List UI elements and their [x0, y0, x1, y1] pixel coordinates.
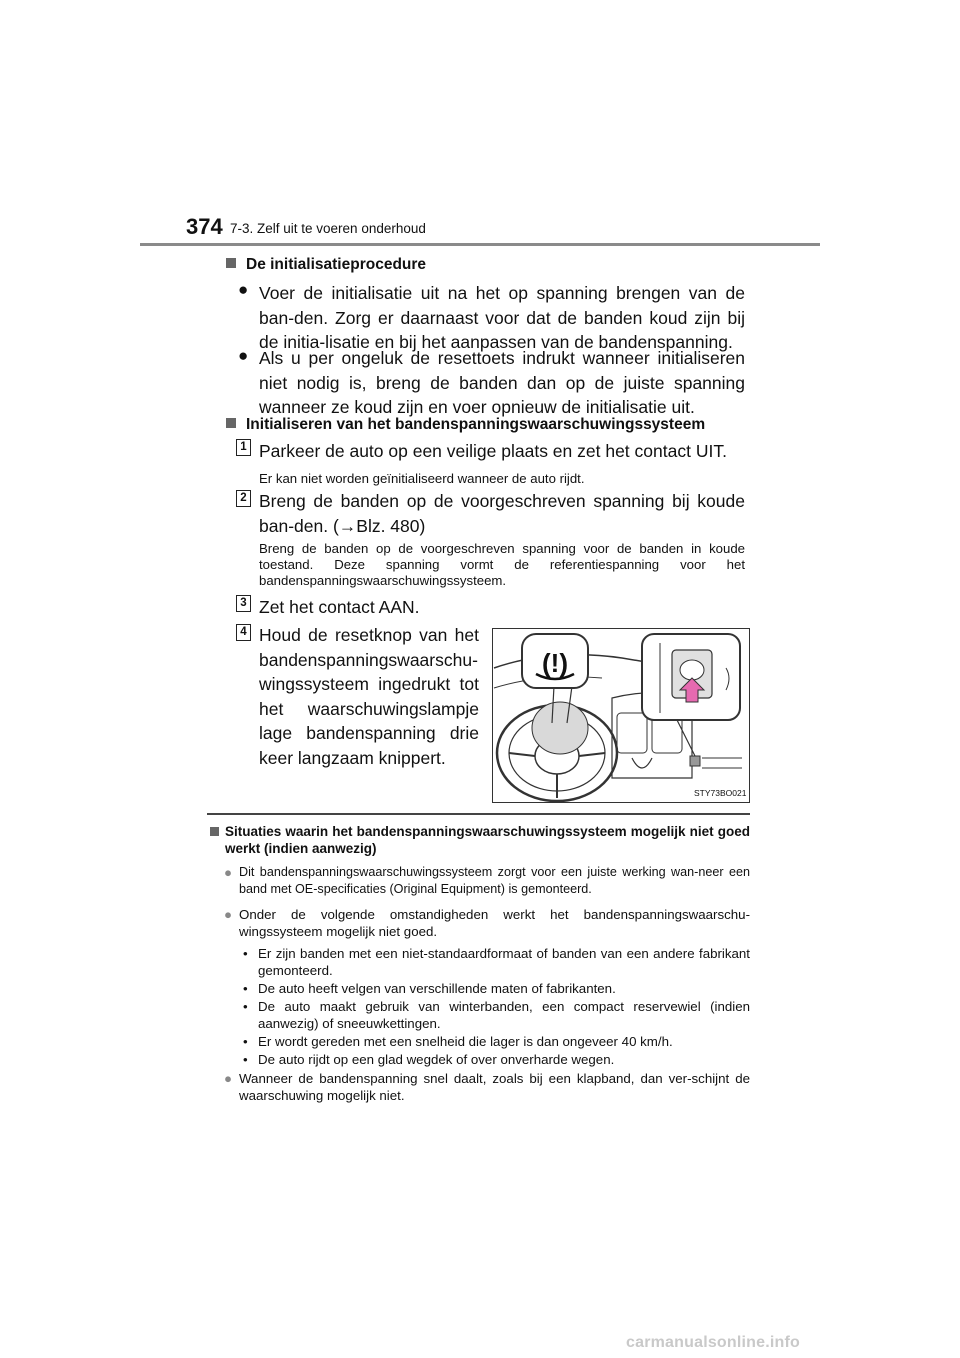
header-rule [140, 243, 820, 246]
tire-pressure-warning-icon: (!) [542, 648, 568, 678]
dashboard-figure [492, 628, 750, 803]
step-number-3: 3 [236, 595, 251, 612]
section-marker-icon [226, 418, 236, 428]
note-paragraph: Onder de volgende omstandigheden werkt het bandenspanningswaarschu-wingssysteem mogelijk niet goed. [239, 907, 750, 939]
notes-title: Situaties waarin het bandenspanningswaarschuwingssysteem mogelijk niet goed werkt (indien aanwezig) [225, 824, 750, 856]
step-text: Breng de banden op de voorgeschreven spanning bij koude ban-den. (→Blz. 480) [259, 491, 745, 536]
sub-bullet-text: De auto rijdt op een glad wegdek of over onverharde wegen. [258, 1052, 615, 1067]
note-paragraph: Wanneer de bandenspanning snel daalt, zoals bij een klapband, dan ver-schijnt de waarschuwing mogelijk niet. [239, 1071, 750, 1103]
sub-bullet-text: Er wordt gereden met een snelheid die lager is dan ongeveer 40 km/h. [258, 1034, 673, 1049]
bullet-icon: ● [238, 280, 249, 299]
paragraph: Voer de initialisatie uit na het op spanning brengen van de ban-den. Zorg er daarnaast voor dat de banden koud zijn bij de initia-lisatie en bij het aanpassen van de bandenspanning. [259, 283, 745, 352]
chapter-title: 7-3. Zelf uit te voeren onderhoud [230, 221, 426, 236]
sub-bullet-text: De auto maakt gebruik van winterbanden, een compact reservewiel (indien aanwezig) of sneeuwkettingen. [258, 999, 750, 1031]
notes-heading [210, 823, 750, 857]
sub-bullet-text: De auto heeft velgen van verschillende maten of fabrikanten. [258, 981, 616, 996]
sub-bullet-text: Er zijn banden met een niet-standaardformaat of banden van een andere fabrikant gemonteerd. [258, 946, 750, 978]
section-heading-initialisation-procedure [226, 256, 426, 274]
step-number-4: 4 [236, 624, 251, 641]
step-text: Zet het contact AAN. [259, 597, 420, 617]
step-text: Houd de resetknop van het bandenspanningswaarschu-wingssysteem ingedrukt tot het waarschuwingslampje lage bandenspanning drie keer langzaam knippert. [259, 625, 479, 768]
section-title: De initialisatieprocedure [246, 256, 427, 273]
sub-bullet-icon: • [243, 981, 248, 996]
section-divider [207, 813, 750, 815]
step-note: Er kan niet worden geïnitialiseerd wanneer de auto rijdt. [259, 471, 585, 486]
bullet-icon: ● [238, 346, 249, 365]
step-number-2: 2 [236, 490, 251, 507]
step-text: Parkeer de auto op een veilige plaats en zet het contact UIT. [259, 441, 727, 461]
section-title: Initialiseren van het bandenspanningswaarschuwingssysteem [246, 416, 706, 433]
section-marker-icon [210, 827, 219, 836]
bullet-icon: ● [224, 907, 233, 922]
dashboard-illustration [492, 628, 750, 803]
note-paragraph: Dit bandenspanningswaarschuwingssysteem zorgt voor een juiste werking wan-neer een band met OE-specificaties (Original Equipment) is gemonteerd. [239, 865, 750, 896]
bullet-icon: ● [224, 865, 233, 880]
sub-bullet-icon: • [243, 1052, 248, 1067]
section-marker-icon [226, 258, 236, 268]
step-number-1: 1 [236, 439, 251, 456]
bullet-icon: ● [224, 1071, 233, 1086]
sub-bullet-icon: • [243, 1034, 248, 1049]
section-heading-initialise-system [226, 416, 705, 434]
figure-code: STY73BO021 [694, 788, 747, 798]
step-note: Breng de banden op de voorgeschreven spanning voor de banden in koude toestand. Deze spanning vormt de referentiespanning voor het bandenspanningswaarschuwingssysteem. [259, 541, 745, 588]
watermark: carmanualsonline.info [626, 1334, 801, 1351]
sub-bullet-icon: • [243, 999, 248, 1014]
paragraph: Als u per ongeluk de resettoets indrukt wanneer initialiseren niet nodig is, breng de banden dan op de juiste spanning wanneer ze koud zijn en voer opnieuw de initialisatie uit. [259, 348, 745, 417]
page-number: 374 [186, 214, 223, 239]
sub-bullet-icon: • [243, 946, 248, 961]
